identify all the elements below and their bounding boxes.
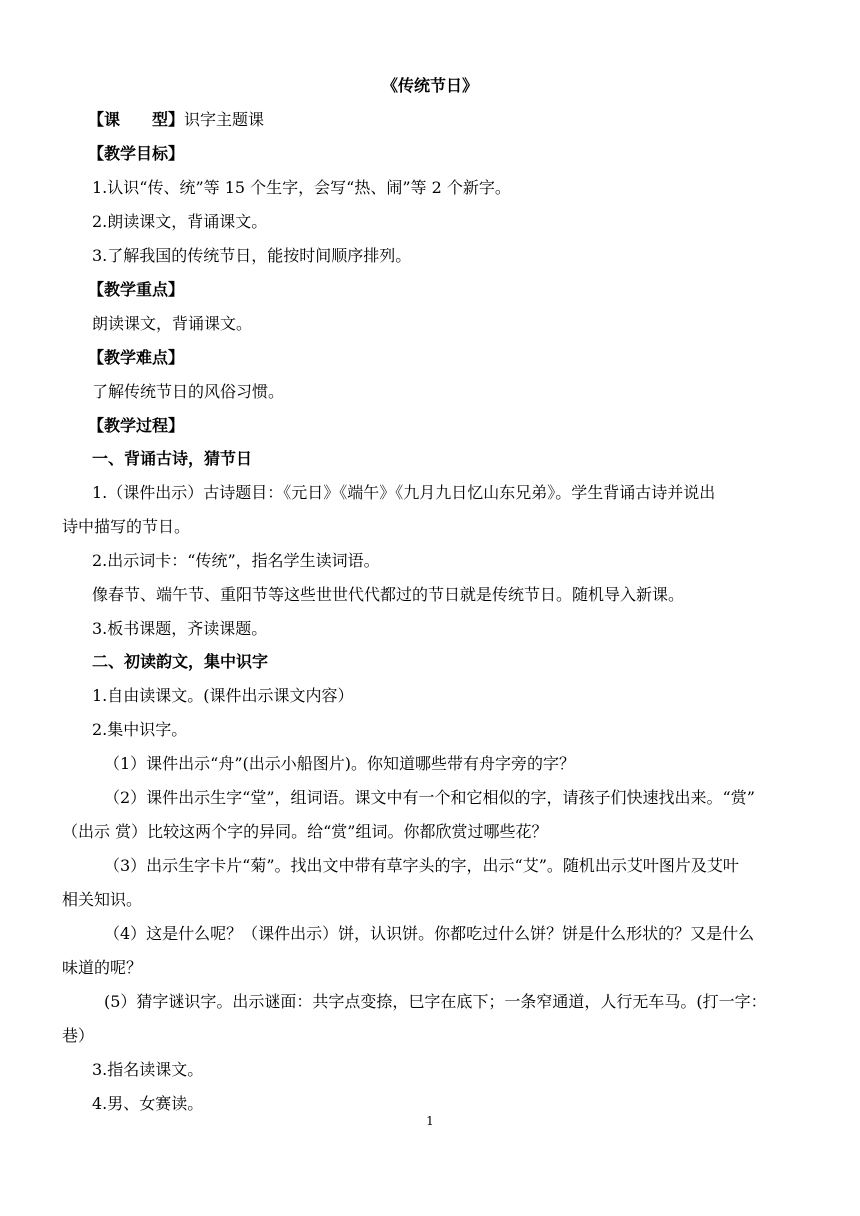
- section-two-line: 1.自由读课文。(课件出示课文内容）: [92, 686, 354, 705]
- difficulties-heading: 【教学难点】: [88, 348, 185, 367]
- section-one-line: 诗中描写的节日。: [62, 517, 191, 536]
- section-one-line: 1.（课件出示）古诗题目：《元日》《端午》《九月九日忆山东兄弟》。学生背诵古诗并说出: [92, 483, 716, 502]
- section-one-line: 像春节、端午节、重阳节等这些世世代代都过的节日就是传统节日。随机导入新课。: [92, 585, 685, 604]
- section-two-line: 巷）: [62, 1026, 95, 1045]
- objective-item: 2.朗读课文，背诵课文。: [92, 212, 268, 231]
- page-number: 1: [426, 1114, 434, 1128]
- lesson-type-row: [88, 110, 264, 130]
- key-points-text: 朗读课文，背诵课文。: [92, 314, 253, 333]
- difficulties-text: 了解传统节日的风俗习惯。: [92, 382, 285, 401]
- section-two-line: 3.指名读课文。: [92, 1060, 204, 1079]
- section-two-heading: 二、初读韵文，集中识字: [92, 652, 269, 671]
- section-two-line: （出示 赏）比较这两个字的异同。给“赏”组词。你都欣赏过哪些花？: [62, 822, 548, 841]
- section-two-line: 味道的呢？: [62, 958, 143, 977]
- objective-item: 1.认识“传、统”等 15 个生字，会写“热、闹”等 2 个新字。: [92, 178, 511, 197]
- section-two-line: 4.男、女赛读。: [92, 1094, 204, 1113]
- section-two-line: (5）猜字谜识字。出示谜面：共字点变捺，巳字在底下；一条窄通道，人行无车马。(打一字：: [104, 992, 767, 1011]
- process-heading: 【教学过程】: [88, 416, 185, 435]
- section-one-heading: 一、背诵古诗，猜节日: [92, 449, 253, 468]
- section-two-line: （2）课件出示生字“堂”，组词语。课文中有一个和它相似的字，请孩子们快速找出来。“赏”: [104, 788, 755, 807]
- section-two-line: （4）这是什么呢？（课件出示）饼，认识饼。你都吃过什么饼？饼是什么形状的？又是什么: [104, 924, 755, 943]
- section-two-line: 相关知识。: [62, 890, 143, 909]
- lesson-type-label: 【课 型】: [88, 110, 185, 129]
- section-two-line: （1）课件出示“舟”(出示小船图片)。你知道哪些带有舟字旁的字？: [104, 754, 576, 773]
- document-title: 《传统节日》: [381, 76, 478, 95]
- section-two-line: 2.集中识字。: [92, 720, 188, 739]
- section-one-line: 3.板书课题，齐读课题。: [92, 619, 268, 638]
- key-points-heading: 【教学重点】: [88, 280, 185, 299]
- lesson-type-value: 识字主题课: [184, 110, 265, 129]
- objective-item: 3.了解我国的传统节日，能按时间顺序排列。: [92, 246, 412, 265]
- section-two-line: （3）出示生字卡片“菊”。找出文中带有草字头的字，出示“艾”。随机出示艾叶图片及艾叶: [104, 856, 739, 875]
- section-one-line: 2.出示词卡：“传统”，指名学生读词语。: [92, 551, 380, 570]
- objectives-heading: 【教学目标】: [88, 144, 185, 163]
